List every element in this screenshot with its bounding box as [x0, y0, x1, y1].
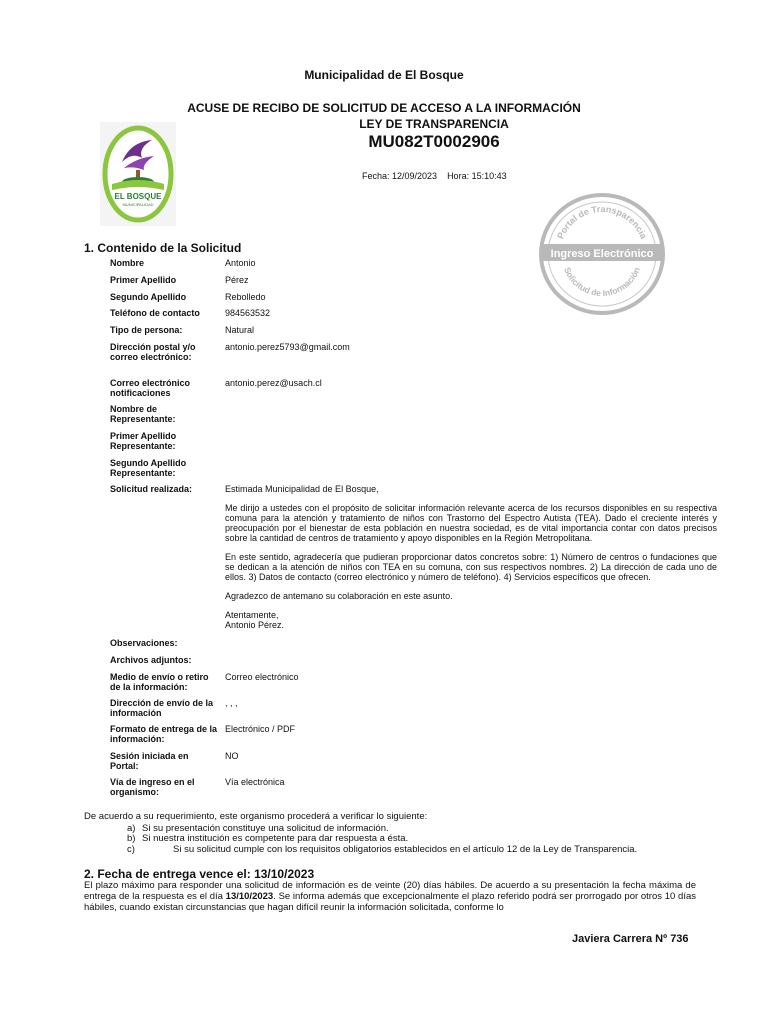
field-label: Primer Apellido Representante:: [110, 431, 177, 451]
field-value: 984563532: [225, 308, 271, 318]
request-label: Solicitud realizada:: [110, 484, 193, 494]
field-value: antonio.perez@usach.cl: [225, 378, 322, 388]
request-paragraph: Me dirijo a ustedes con el propósito de solicitar información relevante acerca de los recursos disponibles en su respectiva comuna para la atención y tratamiento de niños con Trastorno del Espectro Autista (TEA). Dado el creciente interés y preocupación por el bienestar de esta población en nuestra sociedad, es de vital importancia contar con datos precisos sobre la cantidad de centros de tratamiento y apoyo disponibles en la Región Metropolitana.: [225, 503, 717, 543]
field-label: Tipo de persona:: [110, 325, 183, 335]
section2-text: [84, 880, 696, 913]
field-value: NO: [225, 751, 239, 761]
list-item: Si nuestra institución es competente para dar respuesta a ésta.: [142, 833, 409, 844]
field-label: Archivos adjuntos:: [110, 655, 192, 665]
field-label: Medio de envío o retiro de la información:: [110, 672, 209, 692]
section2-title: 2. Fecha de entrega vence el: 13/10/2023: [84, 867, 315, 881]
field-label: Vía de ingreso en el organismo:: [110, 777, 195, 797]
field-value: Vía electrónica: [225, 777, 285, 787]
field-value: Rebolledo: [225, 292, 266, 302]
section2-date: 13/10/2023: [225, 891, 274, 902]
request-paragraph: Agradezco de antemano su colaboración en este asunto.: [225, 591, 453, 601]
date-time: [362, 171, 507, 181]
field-label: Teléfono de contacto: [110, 308, 200, 318]
document-title: ACUSE DE RECIBO DE SOLICITUD DE ACCESO A LA INFORMACIÓN: [187, 101, 581, 115]
field-label: Nombre: [110, 258, 145, 268]
municipality-logo: [100, 122, 176, 226]
field-label: Observaciones:: [110, 638, 178, 648]
section1-title: 1. Contenido de la Solicitud: [84, 241, 242, 255]
field-label: Formato de entrega de la información:: [110, 724, 218, 744]
list-item: Si su presentación constituye una solicitud de información.: [142, 823, 389, 834]
field-label: Dirección postal y/o correo electrónico:: [110, 342, 196, 362]
field-label: Primer Apellido: [110, 275, 177, 285]
field-label: Nombre de Representante:: [110, 404, 176, 424]
field-value: Pérez: [225, 275, 249, 285]
field-label: Sesión iniciada en Portal:: [110, 751, 189, 771]
request-paragraph: En este sentido, agradecería que pudieran proporcionar datos concretos sobre: 1) Número de centros o fundaciones que se dedican a la atención de niños con TEA en su comuna, con sus respectivos nombres. 2) La dirección de cada uno de ellos. 3) Datos de contacto (correo electrónico y número de teléfono). 4) Servicios específicos que ofrecen.: [225, 552, 717, 582]
field-value: , , ,: [225, 698, 238, 708]
field-label: Segundo Apellido: [110, 292, 187, 302]
section2-text-after: . Se informa además que excepcionalmente el plazo referido podrá ser prorrogado por otros 10 días hábiles, cuando existan circunstancias que hagan difícil reunir la información solicitada, conforme lo: [84, 891, 696, 913]
list-letter: b): [127, 833, 136, 844]
time-text: Hora: 15:10:43: [447, 171, 507, 181]
field-label: Correo electrónico notificaciones: [110, 378, 191, 398]
logo-subtext: MUNICIPALIDAD: [122, 202, 154, 207]
list-letter: c): [127, 844, 135, 855]
list-item: Si su solicitud cumple con los requisitos obligatorios establecidos en el artículo 12 de la Ley de Transparencia.: [173, 844, 638, 855]
list-letter: a): [127, 823, 136, 834]
field-value: Correo electrónico: [225, 672, 299, 682]
stamp-center-text: Ingreso Electrónico: [550, 248, 654, 260]
field-label: Dirección de envío de la información: [110, 698, 214, 718]
request-signature: Atentamente, Antonio Pérez.: [225, 610, 285, 630]
field-value: Antonio: [225, 258, 256, 268]
field-value: antonio.perez5793@gmail.com: [225, 342, 350, 352]
verification-intro: De acuerdo a su requerimiento, este organismo procederá a verificar lo siguiente:: [84, 811, 428, 822]
organization-name: Municipalidad de El Bosque: [304, 68, 464, 82]
field-label: Segundo Apellido Representante:: [110, 458, 187, 478]
request-paragraph: Estimada Municipalidad de El Bosque,: [225, 484, 379, 494]
field-value: Natural: [225, 325, 255, 335]
stamp-top-text: Portal de Transparencia: [555, 203, 649, 241]
section2-text-before: El plazo máximo para responder una solicitud de información es de veinte (20) días hábiles. De acuerdo a su presentación la fecha máxima de entrega de la respuesta es el día: [84, 880, 696, 902]
request-text: [225, 484, 717, 639]
date-text: Fecha: 12/09/2023: [362, 171, 438, 181]
field-value: Electrónico / PDF: [225, 724, 296, 734]
footer-address: Javiera Carrera Nº 736: [572, 933, 689, 945]
law-title: LEY DE TRANSPARENCIA: [359, 117, 509, 131]
folio-number: MU082T0002906: [368, 132, 500, 151]
stamp-bottom-text: Solicitud de Información: [562, 265, 642, 299]
logo-text: EL BOSQUE: [114, 192, 162, 201]
